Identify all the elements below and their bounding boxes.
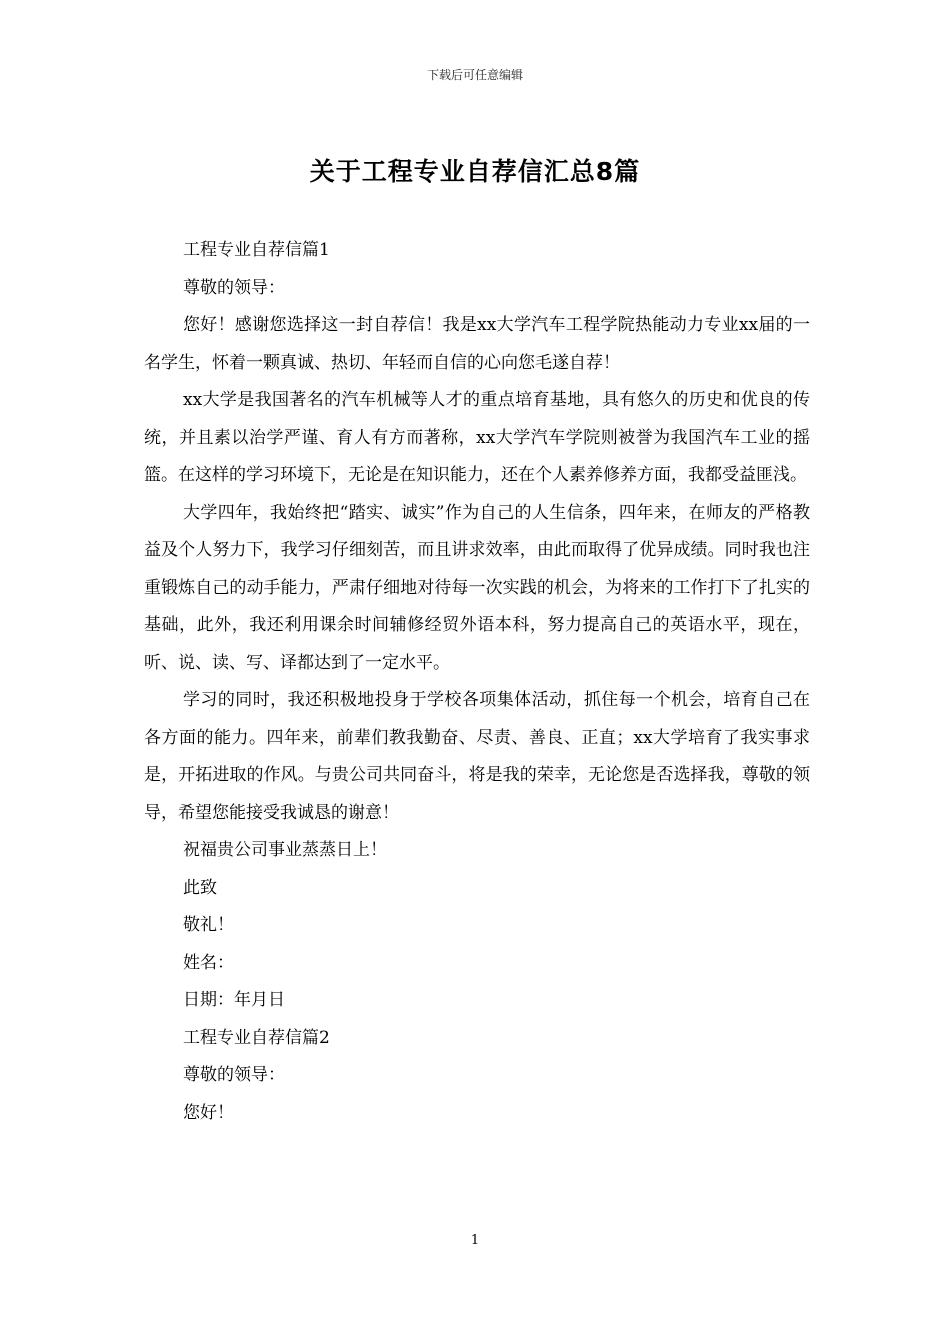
document-title: 关于工程专业自荐信汇总8篇: [309, 157, 641, 186]
paragraph: 工程专业自荐信篇2: [183, 1027, 330, 1048]
paragraph: 姓名：: [183, 952, 234, 973]
paragraph: 此致: [183, 877, 217, 898]
paragraph: 学习的同时，我还积极地投身于学校各项集体活动，抓住每一个机会，培育自己在各方面的能力。四年来，前辈们教我勤奋、尽责、善良、正直；xx大学培育了我实事求是，开拓进取的作风。与贵公司共同奋斗，将是我的荣幸，无论您是否选择我，尊敬的领导，希望您能接受我诚恳的谢意！: [144, 690, 810, 823]
paragraph: xx大学是我国著名的汽车机械等人才的重点培育基地，具有悠久的历史和优良的传统，并且素以治学严谨、育人有方而著称，xx大学汽车学院则被誉为我国汽车工业的摇篮。在这样的学习环境下，无论是在知识能力，还在个人素养修养方面，我都受益匪浅。: [144, 390, 810, 485]
paragraph: 大学四年，我始终把“踏实、诚实”作为自己的人生信条，四年来，在师友的严格教益及个人努力下，我学习仔细刻苦，而且讲求效率，由此而取得了优异成绩。同时我也注重锻炼自己的动手能力，严肃仔细地对待每一次实践的机会，为将来的工作打下了扎实的基础，此外，我还利用课余时间辅修经贸外语本科，努力提高自己的英语水平，现在，听、说、读、写、译都达到了一定水平。: [144, 502, 810, 673]
paragraph: 尊敬的领导：: [183, 1065, 285, 1085]
paragraph: 工程专业自荐信篇1: [183, 240, 330, 260]
paragraph: 您好！感谢您选择这一封自荐信！我是xx大学汽车工程学院热能动力专业xx届的一名学生，怀着一颗真诚、热切、年轻而自信的心向您毛遂自荐！: [144, 315, 810, 373]
paragraph: 祝福贵公司事业蒸蒸日上！: [183, 840, 387, 860]
paragraph: 敬礼！: [183, 915, 234, 935]
header-note: 下载后可任意编辑: [426, 68, 523, 82]
document-body: [144, 232, 810, 1132]
paragraph: 您好！: [183, 1102, 234, 1123]
page-number: 1: [470, 1233, 480, 1248]
paragraph: 日期：年月日: [183, 990, 285, 1010]
paragraph: 尊敬的领导：: [183, 277, 285, 298]
